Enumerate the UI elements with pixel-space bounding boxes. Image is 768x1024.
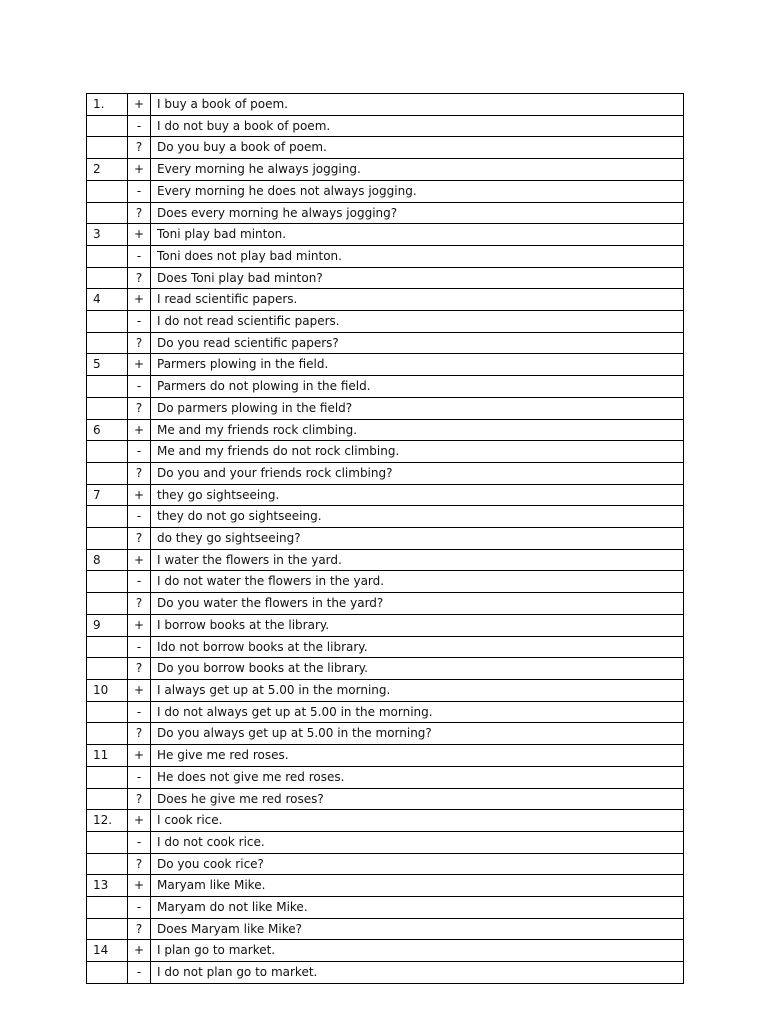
table-row: [87, 962, 684, 984]
negative-sign: -: [128, 962, 151, 984]
positive-sign: +: [128, 159, 151, 181]
question-sign: ?: [128, 528, 151, 550]
item-number: 6: [87, 419, 128, 441]
table-row: [87, 723, 684, 745]
negative-sign: -: [128, 311, 151, 333]
item-number: [87, 658, 128, 680]
item-number: [87, 788, 128, 810]
positive-sentence: Me and my friends rock climbing.: [151, 419, 684, 441]
item-number: [87, 528, 128, 550]
table-row: [87, 918, 684, 940]
table-row: [87, 506, 684, 528]
question-sentence: Does Maryam like Mike?: [151, 918, 684, 940]
negative-sign: -: [128, 180, 151, 202]
table-row: [87, 679, 684, 701]
table-row: [87, 940, 684, 962]
item-number: 1.: [87, 94, 128, 116]
item-number: 2: [87, 159, 128, 181]
table-row: [87, 528, 684, 550]
question-sentence: Do you borrow books at the library.: [151, 658, 684, 680]
question-sentence: Do you always get up at 5.00 in the morning?: [151, 723, 684, 745]
positive-sign: +: [128, 679, 151, 701]
question-sentence: Do you and your friends rock climbing?: [151, 462, 684, 484]
negative-sentence: I do not read scientific papers.: [151, 311, 684, 333]
item-number: [87, 202, 128, 224]
table-row: [87, 332, 684, 354]
question-sentence: Does every morning he always jogging?: [151, 202, 684, 224]
question-sign: ?: [128, 918, 151, 940]
table-row: [87, 245, 684, 267]
item-number: [87, 137, 128, 159]
positive-sign: +: [128, 94, 151, 116]
item-number: [87, 180, 128, 202]
negative-sign: -: [128, 701, 151, 723]
positive-sentence: Parmers plowing in the field.: [151, 354, 684, 376]
negative-sign: -: [128, 506, 151, 528]
item-number: [87, 506, 128, 528]
negative-sentence: I do not buy a book of poem.: [151, 115, 684, 137]
item-number: [87, 636, 128, 658]
positive-sign: +: [128, 940, 151, 962]
positive-sentence: they go sightseeing.: [151, 484, 684, 506]
positive-sentence: I borrow books at the library.: [151, 614, 684, 636]
positive-sign: +: [128, 354, 151, 376]
negative-sign: -: [128, 441, 151, 463]
table-row: [87, 810, 684, 832]
positive-sentence: I always get up at 5.00 in the morning.: [151, 679, 684, 701]
table-row: [87, 853, 684, 875]
positive-sign: +: [128, 224, 151, 246]
item-number: [87, 723, 128, 745]
positive-sentence: I cook rice.: [151, 810, 684, 832]
positive-sentence: Toni play bad minton.: [151, 224, 684, 246]
item-number: 5: [87, 354, 128, 376]
item-number: [87, 918, 128, 940]
table-row: [87, 571, 684, 593]
question-sign: ?: [128, 658, 151, 680]
negative-sentence: Me and my friends do not rock climbing.: [151, 441, 684, 463]
positive-sentence: I read scientific papers.: [151, 289, 684, 311]
question-sign: ?: [128, 332, 151, 354]
negative-sentence: I do not cook rice.: [151, 831, 684, 853]
table-row: [87, 549, 684, 571]
item-number: [87, 897, 128, 919]
item-number: 10: [87, 679, 128, 701]
positive-sentence: I buy a book of poem.: [151, 94, 684, 116]
table-row: [87, 701, 684, 723]
table-row: [87, 376, 684, 398]
table-row: [87, 397, 684, 419]
sentence-table-body: [87, 94, 684, 984]
negative-sign: -: [128, 245, 151, 267]
table-row: [87, 441, 684, 463]
item-number: [87, 115, 128, 137]
question-sign: ?: [128, 397, 151, 419]
table-row: [87, 419, 684, 441]
item-number: 3: [87, 224, 128, 246]
table-row: [87, 875, 684, 897]
table-row: [87, 658, 684, 680]
worksheet: [86, 93, 683, 984]
negative-sentence: Parmers do not plowing in the field.: [151, 376, 684, 398]
negative-sentence: they do not go sightseeing.: [151, 506, 684, 528]
positive-sentence: I water the flowers in the yard.: [151, 549, 684, 571]
item-number: [87, 441, 128, 463]
table-row: [87, 180, 684, 202]
question-sign: ?: [128, 462, 151, 484]
item-number: 14: [87, 940, 128, 962]
item-number: 7: [87, 484, 128, 506]
negative-sentence: He does not give me red roses.: [151, 766, 684, 788]
question-sentence: do they go sightseeing?: [151, 528, 684, 550]
table-row: [87, 745, 684, 767]
positive-sentence: Every morning he always jogging.: [151, 159, 684, 181]
negative-sentence: Every morning he does not always jogging.: [151, 180, 684, 202]
table-row: [87, 311, 684, 333]
table-row: [87, 484, 684, 506]
table-row: [87, 159, 684, 181]
table-row: [87, 593, 684, 615]
item-number: [87, 397, 128, 419]
negative-sign: -: [128, 636, 151, 658]
item-number: [87, 462, 128, 484]
negative-sentence: I do not always get up at 5.00 in the morning.: [151, 701, 684, 723]
positive-sign: +: [128, 484, 151, 506]
question-sign: ?: [128, 267, 151, 289]
negative-sign: -: [128, 115, 151, 137]
positive-sign: +: [128, 810, 151, 832]
question-sentence: Does he give me red roses?: [151, 788, 684, 810]
negative-sign: -: [128, 376, 151, 398]
negative-sentence: I do not plan go to market.: [151, 962, 684, 984]
item-number: 9: [87, 614, 128, 636]
negative-sign: -: [128, 571, 151, 593]
positive-sign: +: [128, 549, 151, 571]
question-sentence: Do you buy a book of poem.: [151, 137, 684, 159]
table-row: [87, 788, 684, 810]
table-row: [87, 354, 684, 376]
item-number: [87, 376, 128, 398]
item-number: [87, 831, 128, 853]
table-row: [87, 831, 684, 853]
question-sign: ?: [128, 723, 151, 745]
question-sentence: Do parmers plowing in the field?: [151, 397, 684, 419]
table-row: [87, 897, 684, 919]
sentence-table: [86, 93, 684, 984]
positive-sentence: He give me red roses.: [151, 745, 684, 767]
negative-sentence: Maryam do not like Mike.: [151, 897, 684, 919]
positive-sign: +: [128, 745, 151, 767]
question-sign: ?: [128, 853, 151, 875]
table-row: [87, 636, 684, 658]
positive-sign: +: [128, 875, 151, 897]
item-number: [87, 766, 128, 788]
item-number: 13: [87, 875, 128, 897]
positive-sentence: I plan go to market.: [151, 940, 684, 962]
item-number: 8: [87, 549, 128, 571]
question-sign: ?: [128, 137, 151, 159]
positive-sign: +: [128, 614, 151, 636]
negative-sentence: Toni does not play bad minton.: [151, 245, 684, 267]
negative-sign: -: [128, 831, 151, 853]
item-number: [87, 267, 128, 289]
table-row: [87, 289, 684, 311]
question-sentence: Do you read scientific papers?: [151, 332, 684, 354]
negative-sign: -: [128, 897, 151, 919]
item-number: 12.: [87, 810, 128, 832]
question-sentence: Do you cook rice?: [151, 853, 684, 875]
table-row: [87, 137, 684, 159]
table-row: [87, 614, 684, 636]
table-row: [87, 94, 684, 116]
table-row: [87, 766, 684, 788]
item-number: [87, 332, 128, 354]
positive-sign: +: [128, 419, 151, 441]
negative-sentence: Ido not borrow books at the library.: [151, 636, 684, 658]
item-number: [87, 593, 128, 615]
item-number: [87, 962, 128, 984]
item-number: [87, 311, 128, 333]
question-sign: ?: [128, 788, 151, 810]
negative-sign: -: [128, 766, 151, 788]
positive-sign: +: [128, 289, 151, 311]
negative-sentence: I do not water the flowers in the yard.: [151, 571, 684, 593]
table-row: [87, 115, 684, 137]
item-number: [87, 701, 128, 723]
item-number: 4: [87, 289, 128, 311]
item-number: [87, 571, 128, 593]
table-row: [87, 202, 684, 224]
question-sentence: Does Toni play bad minton?: [151, 267, 684, 289]
positive-sentence: Maryam like Mike.: [151, 875, 684, 897]
question-sign: ?: [128, 593, 151, 615]
item-number: [87, 245, 128, 267]
table-row: [87, 462, 684, 484]
item-number: [87, 853, 128, 875]
question-sign: ?: [128, 202, 151, 224]
table-row: [87, 224, 684, 246]
item-number: 11: [87, 745, 128, 767]
table-row: [87, 267, 684, 289]
question-sentence: Do you water the flowers in the yard?: [151, 593, 684, 615]
